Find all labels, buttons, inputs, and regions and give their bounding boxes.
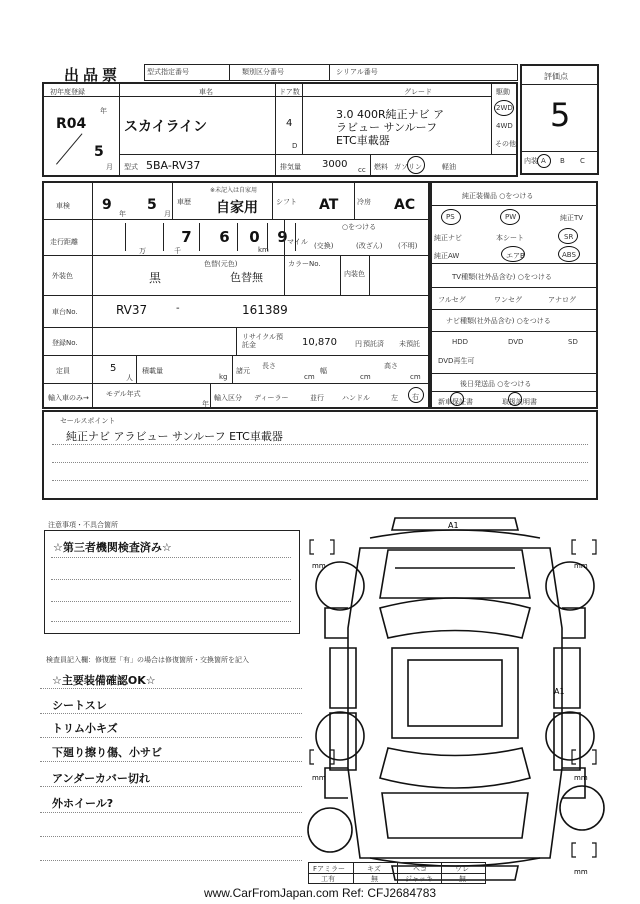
chassis-dash: -	[176, 303, 180, 314]
equipment-block	[430, 181, 598, 409]
oem-header: 純正装備品 ○をつける	[462, 192, 534, 200]
navi-hdd: HDD	[452, 338, 469, 346]
note-line-5: アンダーカバー切れ	[52, 772, 150, 785]
fuel-label: 燃料	[374, 163, 388, 171]
legend-value-3: ジャッキ	[405, 875, 433, 883]
fuel-diesel-label: 軽油	[442, 163, 456, 171]
type-designation-box	[144, 64, 230, 81]
legend-value-4: 無	[459, 875, 466, 883]
navi-sd: SD	[568, 338, 578, 346]
drive-option-other: その他	[495, 140, 516, 148]
equip-aw: 純正AW	[434, 252, 460, 260]
watermark: www.CarFromJapan.com Ref: CFJ2684783	[203, 886, 437, 900]
equip-airbag: エアB	[506, 252, 525, 260]
mm-label-5: mm	[574, 868, 588, 876]
car-damage-diagram	[300, 508, 620, 888]
legend-header-3: ヘコ	[413, 865, 427, 873]
load-label: 積載量	[142, 367, 163, 375]
tv-fullseg: フルセグ	[438, 296, 466, 304]
navi-dvd: DVD	[508, 338, 524, 346]
pw-circle	[500, 209, 520, 225]
interior-option-c: C	[580, 157, 585, 165]
legend-header-2: キズ	[367, 865, 381, 873]
odometer-digit: 6	[212, 223, 238, 251]
later-manual: 取扱説明書	[502, 398, 537, 406]
length-unit: cm	[304, 373, 315, 381]
interior-option-b: B	[560, 157, 565, 165]
mark-a1-side: A1	[554, 687, 565, 696]
color-no-label: カラーNo.	[288, 260, 321, 268]
model-year-suffix: 年	[202, 400, 209, 408]
odometer-digit: 0	[242, 223, 268, 251]
legend-value-2: 無	[371, 875, 378, 883]
model-value: 5BA-RV37	[146, 159, 201, 172]
sen-unit: 千	[174, 247, 181, 255]
grade-line-1: 3.0 400R純正ナビ ア	[336, 108, 445, 121]
sales-point-block	[42, 410, 598, 500]
meter-note: ○をつける	[342, 223, 377, 231]
month-unit: 月	[106, 163, 113, 171]
shift-value: AT	[319, 197, 339, 213]
airbag-circle	[501, 246, 525, 262]
import-label: 輸入車のみ→	[48, 394, 89, 402]
chassis-label: 車台No.	[52, 308, 78, 316]
score-value: 5	[550, 96, 571, 134]
mile-label: マイル	[287, 238, 308, 246]
recycle-value: 10,870	[302, 337, 337, 348]
drive-label: 駆動	[496, 88, 510, 96]
meter-option-unknown: (不明)	[398, 242, 418, 250]
odometer-digit	[100, 223, 126, 251]
abs-circle	[558, 246, 580, 262]
form-title: 出品票	[64, 66, 122, 84]
recycle-done: 預託済	[363, 340, 384, 348]
drive-option-2wd: 2WD	[496, 104, 513, 112]
mm-label-2: mm	[574, 562, 588, 570]
repaint-value: 色替無	[230, 271, 263, 284]
note-line-2: シートスレ	[52, 699, 107, 712]
note-line-3: トリム小キズ	[52, 722, 118, 735]
doors-sub: D	[292, 142, 298, 150]
car-name: スカイライン	[124, 119, 208, 135]
odometer-digit: 9	[270, 223, 296, 251]
equip-abs: ABS	[562, 251, 576, 259]
reg-no-label: 登録No.	[52, 339, 78, 347]
legend-header-4: ワレ	[455, 865, 469, 873]
shaken-month: 5	[147, 197, 157, 213]
recycle-unit: 円	[355, 340, 362, 348]
km-unit: km	[258, 246, 269, 254]
displacement-unit: cc	[358, 166, 366, 174]
serial-label: シリアル番号	[336, 68, 378, 76]
category-label: 類別区分番号	[242, 68, 284, 76]
note-line-4: 下廻り擦り傷、小サビ	[52, 746, 162, 759]
sales-point-label: セールスポイント	[60, 417, 116, 425]
chassis-prefix: RV37	[116, 303, 148, 317]
mm-label-3: mm	[312, 774, 326, 782]
category-box	[229, 64, 330, 81]
legend-header-1: Fアミラー	[313, 865, 346, 873]
ac-label: 冷房	[357, 198, 371, 206]
shaken-year-unit: 年	[119, 210, 126, 218]
ext-color-label: 外装色	[52, 272, 73, 280]
fuel-gasoline-circle	[407, 156, 425, 174]
parallel-option: 並行	[310, 394, 324, 402]
grade-label: グレード	[404, 88, 432, 96]
capacity-unit: 人	[126, 374, 133, 382]
tv-header: TV種類(社外品含む) ○をつける	[452, 273, 552, 281]
height-label: 高さ	[384, 362, 398, 370]
first-reg-label: 初年度登録	[50, 88, 85, 96]
warranty-circle	[450, 392, 464, 406]
handle-left: 左	[391, 394, 398, 402]
mileage-label: 走行距離	[50, 238, 78, 246]
navi-header: ナビ種類(社外品含む) ○をつける	[446, 317, 551, 325]
doors-label: ドア数	[279, 88, 300, 96]
width-label: 幅	[320, 367, 327, 375]
model-label: 型式	[124, 163, 138, 171]
equip-navi: 純正ナビ	[434, 234, 462, 242]
tv-analog: アナログ	[548, 296, 576, 304]
navi-dvd-play: DVD再生可	[438, 357, 475, 365]
inspection-block	[42, 181, 430, 409]
legend-value-1: 工有	[321, 875, 335, 883]
displacement-value: 3000	[322, 159, 348, 170]
import-div-label: 輸入区分	[214, 394, 242, 402]
handle-label: ハンドル	[342, 394, 370, 402]
serial-box	[329, 64, 518, 81]
note-line-1: ☆主要装備確認OK☆	[52, 674, 156, 687]
sales-point-text: 純正ナビ アラビュー サンルーフ ETC車載器	[66, 430, 283, 443]
capacity-value: 5	[110, 363, 117, 374]
equip-seat: 本シート	[496, 234, 524, 242]
dealer-option: ディーラー	[254, 394, 289, 402]
caution-label: 注意事項・不具合箇所	[48, 521, 118, 529]
note-line-6: 外ホイール?	[52, 797, 114, 810]
meter-option-exchange: (交換)	[314, 242, 334, 250]
usage-note: ※未記入は自家用	[210, 187, 258, 194]
equip-pw: PW	[505, 213, 517, 221]
displacement-label: 排気量	[280, 163, 301, 171]
length-label: 長さ	[262, 362, 276, 370]
grade-line-2: ラビュー サンルーフ	[336, 121, 438, 134]
meter-option-tampered: (改ざん)	[356, 242, 383, 250]
inspector-label: 検査員記入欄：修復歴「有」の場合は修復箇所・交換箇所を記入	[46, 656, 249, 664]
legend-table	[308, 862, 486, 884]
spare-left	[308, 808, 352, 852]
year-unit: 年	[100, 107, 107, 115]
recycle-label: リサイクル預託金	[242, 333, 284, 349]
later-header: 後日発送品 ○をつける	[460, 380, 532, 388]
interior-option-a: A	[541, 157, 546, 165]
shaken-year: 9	[102, 197, 112, 213]
mark-a1-top: A1	[448, 521, 459, 530]
fuel-value: ガソリン	[394, 163, 422, 171]
usage-label: 車歴	[177, 198, 191, 206]
shift-label: シフト	[276, 198, 297, 206]
equip-ps: PS	[446, 213, 455, 221]
car-name-label: 車名	[199, 88, 213, 96]
mm-label-1: mm	[312, 562, 326, 570]
equip-tv: 純正TV	[560, 214, 584, 222]
score-box	[520, 64, 599, 175]
first-reg-year: R04	[56, 116, 87, 132]
drive-option-4wd: 4WD	[496, 122, 513, 130]
width-unit: cm	[360, 373, 371, 381]
ext-color-value: 黒	[149, 271, 162, 285]
man-unit: 万	[139, 247, 146, 255]
int-color-label: 内装色	[344, 270, 365, 278]
load-unit: kg	[219, 373, 228, 381]
spare-right	[560, 786, 604, 830]
ps-circle	[441, 209, 461, 225]
dims-label: 諸元	[236, 367, 250, 375]
interior-label: 内装	[524, 157, 538, 165]
ac-value: AC	[394, 197, 416, 213]
odometer	[92, 219, 288, 255]
handle-right: 右	[412, 393, 419, 401]
later-warranty: 新車保証書	[438, 398, 473, 406]
model-year-label: モデル年式	[106, 390, 141, 398]
shaken-month-unit: 月	[164, 210, 171, 218]
doors-value: 4	[286, 118, 293, 129]
height-unit: cm	[410, 373, 421, 381]
caution-box	[44, 530, 300, 634]
odometer-digit: 7	[174, 223, 200, 251]
chassis-number: 161389	[242, 303, 288, 317]
type-designation-label: 型式指定番号	[147, 68, 189, 76]
tv-oneseg: ワンセグ	[494, 296, 522, 304]
recycle-not: 未預託	[399, 340, 420, 348]
vehicle-block	[42, 82, 518, 177]
first-reg-month: 5	[94, 144, 104, 160]
manual-circle	[508, 392, 522, 406]
grade-line-3: ETC車載器	[336, 134, 390, 147]
sr-circle	[558, 228, 578, 244]
equip-sr: SR	[564, 233, 574, 241]
mm-label-4: mm	[574, 774, 588, 782]
third-party-note: ☆第三者機関検査済み☆	[53, 541, 172, 554]
shaken-label: 車検	[56, 202, 70, 210]
capacity-label: 定員	[56, 367, 70, 375]
score-label: 評価点	[544, 72, 568, 81]
usage-value: 自家用	[216, 200, 258, 216]
repaint-label: 色替(元色)	[204, 260, 238, 268]
